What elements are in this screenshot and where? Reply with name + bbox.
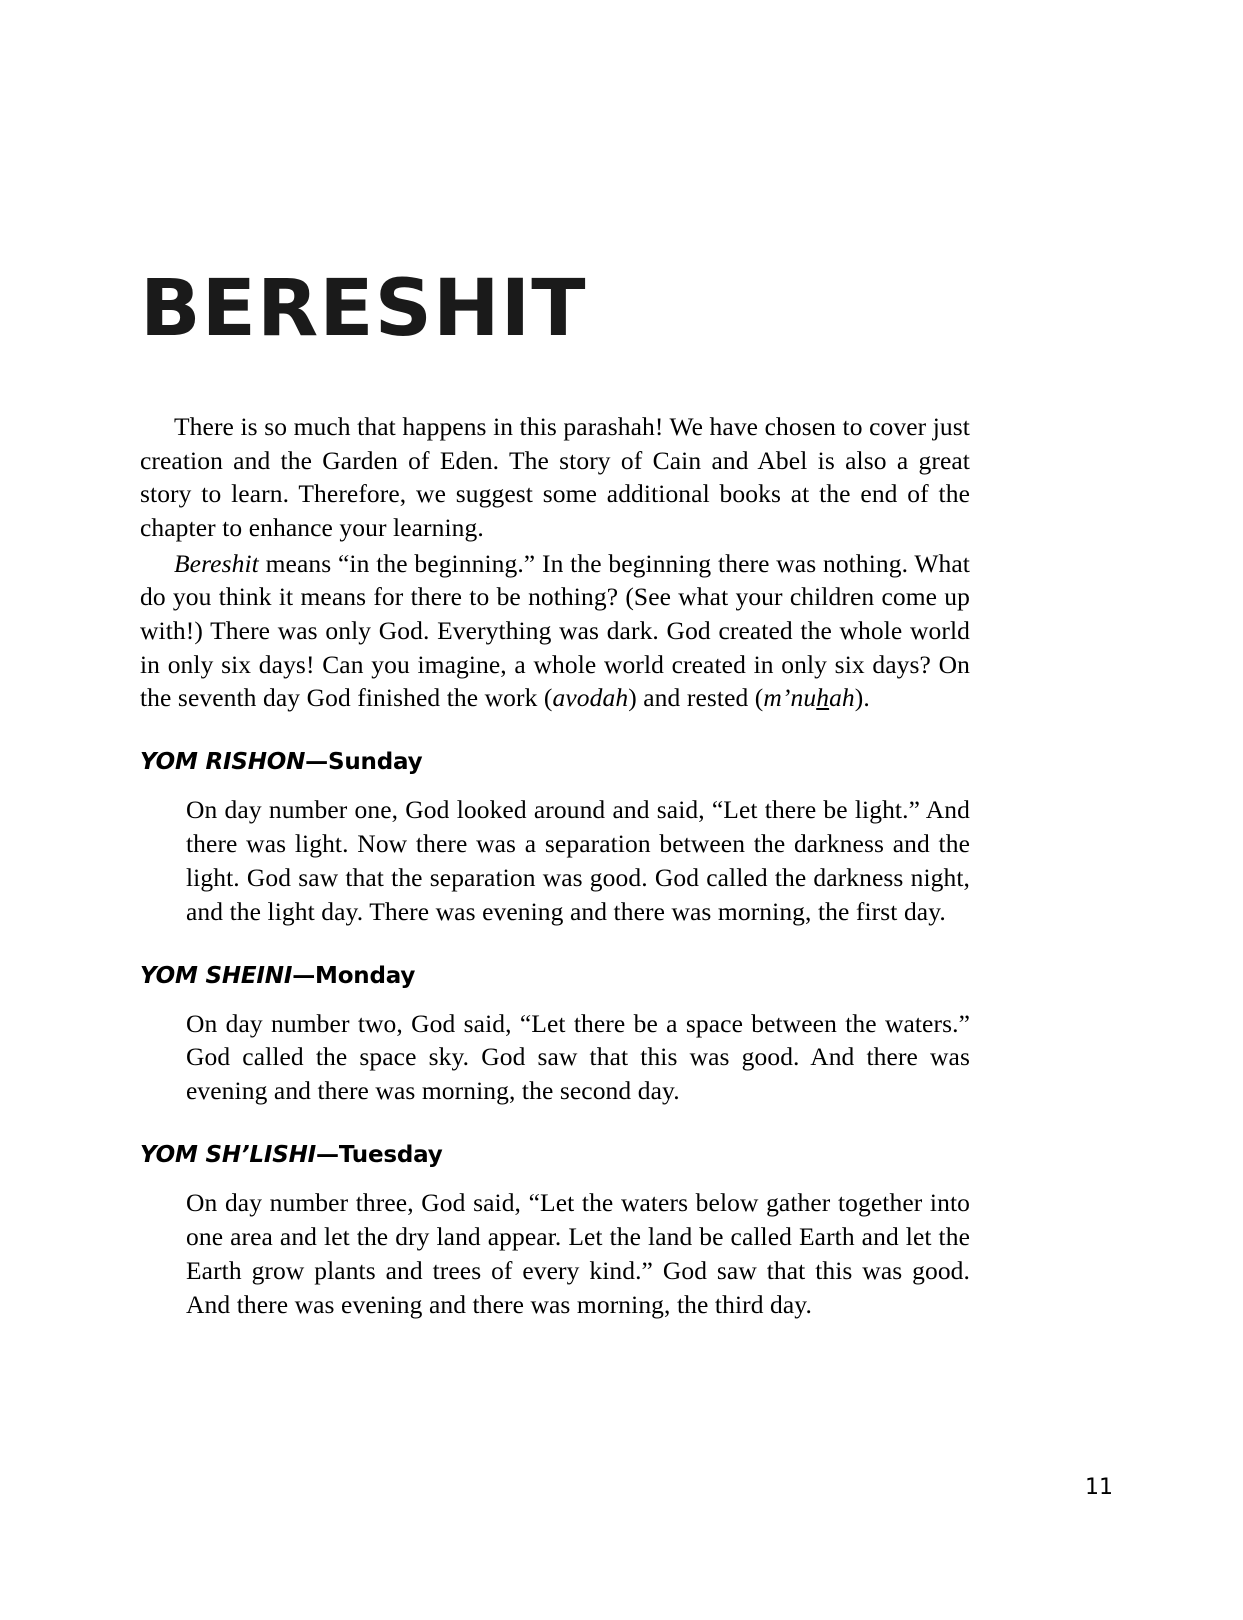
page-number: 11 bbox=[1085, 1475, 1113, 1500]
intro-paragraph-2-text-a: means “in the beginning.” In the beginning there was nothing. What do you think it means for there to be nothing? (See what your children come up with!) There was only God. Everything was dark. God created the whole world in only six days! Can you imagine, a whole world created in only six days? On the seventh day God finished the work ( bbox=[140, 548, 970, 713]
day-heading-dash-rishon: — bbox=[305, 748, 328, 775]
intro-paragraph-2-text-c: ). bbox=[854, 683, 870, 713]
term-bereshit: Bereshit bbox=[174, 548, 259, 578]
day-heading-yom-sheini: YOM SHEINI bbox=[140, 962, 293, 989]
day-heading-dash-sheini: — bbox=[292, 962, 315, 989]
intro-paragraph-2 bbox=[140, 547, 970, 715]
term-mnuhah-part1: m’nu bbox=[763, 683, 817, 713]
page-content bbox=[140, 264, 970, 1322]
intro-paragraph-2-text-b: ) and rested ( bbox=[628, 683, 764, 713]
day-heading-rishon bbox=[140, 749, 970, 775]
term-mnuhah-part2: ah bbox=[829, 683, 855, 713]
term-mnuhah-underlined-h: h bbox=[816, 683, 830, 713]
day-heading-yom-shlishi: YOM SH’LISHI bbox=[140, 1142, 317, 1169]
page-title: BERESHIT bbox=[140, 264, 587, 354]
day-heading-dash-shlishi: — bbox=[316, 1142, 339, 1169]
term-avodah: avodah bbox=[552, 683, 629, 713]
day-heading-english-sheini: Monday bbox=[315, 962, 416, 989]
day-heading-english-shlishi: Tuesday bbox=[338, 1142, 443, 1169]
day-body-sheini: On day number two, God said, “Let there be a space between the waters.” God called the space sky. God saw that this was good. And there was evening and there was morning, the second day. bbox=[186, 1008, 970, 1106]
day-heading-sheini bbox=[140, 963, 970, 989]
day-body-rishon: On day number one, God looked around and said, “Let there be light.” And there was light. Now there was a separation between the darkness and the light. God saw that the separation was good. God called the darkness night, and the light day. There was evening and there was morning, the first day. bbox=[186, 794, 970, 926]
intro-paragraph-1: There is so much that happens in this parashah! We have chosen to cover just creation and the Garden of Eden. The story of Cain and Abel is also a great story to learn. Therefore, we suggest some additional books at the end of the chapter to enhance your learning. bbox=[140, 412, 970, 542]
day-heading-english-rishon: Sunday bbox=[327, 748, 423, 775]
day-heading-yom-rishon: YOM RISHON bbox=[140, 748, 306, 775]
day-heading-shlishi bbox=[140, 1142, 970, 1168]
day-body-shlishi: On day number three, God said, “Let the waters below gather together into one area and let the dry land appear. Let the land be called Earth and let the Earth grow plants and trees of every kind.” God saw that this was good. And there was evening and there was morning, the third day. bbox=[186, 1188, 970, 1319]
